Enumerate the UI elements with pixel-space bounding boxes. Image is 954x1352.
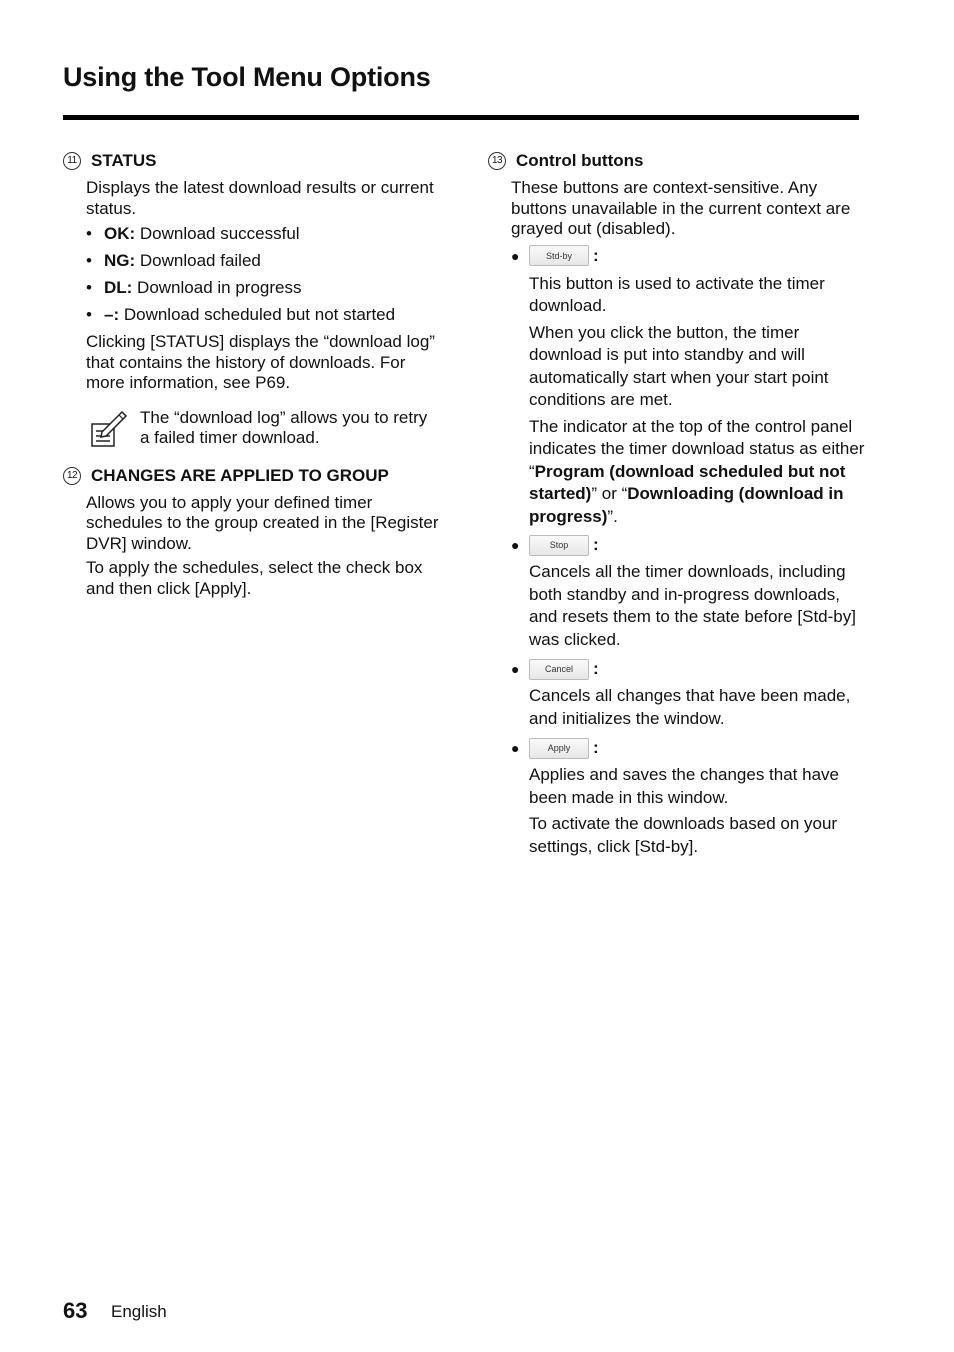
group-heading-text: CHANGES ARE APPLIED TO GROUP [91,465,389,485]
note-text: The “download log” allows you to retry a failed timer download. [140,407,428,447]
colon: : [593,659,599,678]
bullet: ● [511,537,520,553]
control-intro: These buttons are context-sensitive. Any buttons unavailable in the current context are grayed out (disabled). [511,178,851,238]
title-rule [63,115,859,120]
status-item-dash [86,305,443,325]
status-desc: Download failed [135,251,261,270]
status-key: –: [104,305,120,324]
circled-number-12: 12 [63,467,81,485]
status-key: NG: [104,251,136,270]
apply-row [511,735,868,761]
group-p1: Allows you to apply your defined timer schedules to the group created in the [Register DVR] window. [86,492,439,553]
right-column [488,150,868,858]
status-list [86,224,443,325]
standby-p3-text: ”. [607,506,618,526]
status-key: DL: [104,278,133,297]
standby-row [511,243,868,269]
control-buttons-heading-text: Control buttons [516,151,644,170]
standby-p3 [529,416,868,529]
status-desc: Download successful [135,224,300,243]
standby-p1: This button is used to activate the timer download. [529,273,825,315]
apply-p1: Applies and saves the changes that have been made in this window. [529,765,839,807]
memo-pencil-icon [86,408,132,450]
status-more: Clicking [STATUS] displays the “download log” that contains the history of downloads. For more information, see P69. [86,332,435,392]
status-intro: Displays the latest download results or current status. [86,178,434,218]
status-desc: Download in progress [132,278,302,297]
cancel-p1: Cancels all changes that have been made, and initializes the window. [529,686,851,728]
stop-button[interactable]: Stop [529,535,589,556]
status-item-dl [86,278,443,298]
standby-p2: When you click the button, the timer download is put into standby and will automatically start when your start point conditions are met. [529,322,829,409]
status-downloading-label: Downloading (download in progress) [529,484,844,526]
page-number: 63 [63,1298,88,1323]
colon: : [593,245,599,265]
control-buttons-heading [488,150,868,172]
apply-p2: To activate the downloads based on your settings, click [Std-by]. [529,814,838,856]
left-column [63,150,443,599]
bullet: ● [511,740,520,756]
stop-p1: Cancels all the timer downloads, including both standby and in-progress downloads, and resets them to the state before [Std-by] was clicked. [529,562,856,649]
colon: : [593,738,599,757]
status-item-ng [86,251,443,271]
status-heading [63,150,443,172]
standby-p3-text: ” or “ [591,484,628,503]
circled-number-11: 11 [63,152,81,170]
status-program-label: Program (download scheduled but not started) [529,461,846,503]
standby-p3-text: The indicator at the top of the control panel indicates the timer download status as either “ [529,416,865,481]
status-item-ok [86,224,443,244]
status-key: OK: [104,224,136,243]
note-box [86,408,443,450]
cancel-row [511,656,868,682]
bullet: ● [511,661,520,677]
stop-row [511,532,868,558]
colon: : [593,535,599,554]
standby-button[interactable]: Std-by [529,245,589,266]
status-desc: Download scheduled but not started [119,305,396,324]
group-p2: To apply the schedules, select the check box and then click [Apply]. [86,558,423,598]
circled-number-13: 13 [488,152,506,170]
cancel-button[interactable]: Cancel [529,659,589,680]
apply-button[interactable]: Apply [529,738,589,759]
page-language: English [111,1302,167,1321]
status-heading-text: STATUS [91,151,157,170]
group-heading [63,465,443,487]
page-title: Using the Tool Menu Options [63,62,431,92]
bullet: ● [511,247,520,264]
